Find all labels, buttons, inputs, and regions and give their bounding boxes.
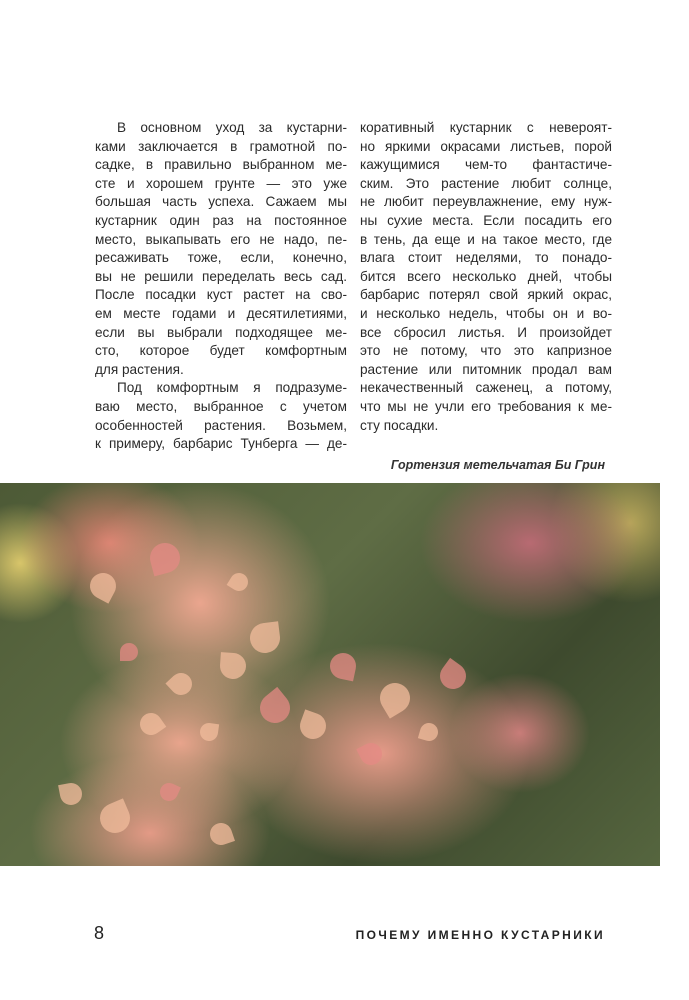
petal-shape	[248, 621, 281, 654]
petal-shape	[227, 570, 252, 595]
petal-shape	[58, 781, 84, 807]
text-line: садке, в правильно выбранном ме-	[95, 157, 347, 173]
petal-shape	[219, 652, 247, 680]
hydrangea-photo	[0, 483, 660, 866]
petal-shape	[296, 709, 329, 742]
petal-shape	[207, 820, 235, 848]
text-line: ками заключается в грамотной по-	[95, 138, 347, 154]
text-line: Под комфортным я подразуме-	[117, 380, 347, 396]
petal-shape	[120, 643, 138, 661]
text-line: место, выкапывать его не надо, пе-	[95, 231, 347, 247]
petal-shape	[328, 651, 359, 682]
photo-caption: Гортензия метельчатая Би Грин	[390, 458, 605, 472]
petal-shape	[147, 540, 184, 577]
text-line: для растения.	[95, 361, 184, 377]
text-line: ваю место, выбранное с учетом	[95, 398, 347, 414]
text-line: ским. Это растение любит солнце,	[360, 175, 612, 191]
text-line: вы не решили переделать весь сад.	[95, 268, 347, 284]
text-line: особенностей растения. Возьмем,	[95, 417, 347, 433]
text-column-left	[95, 119, 347, 454]
text-line: После посадки куст растет на сво-	[95, 287, 347, 303]
text-line: ем месте годами и десятилетиями,	[95, 305, 347, 321]
text-line: это не потому, что это капризное	[360, 343, 612, 359]
text-line: сто, которое будет комфортным	[95, 343, 347, 359]
text-line: некачественный саженец, а потому,	[360, 380, 612, 396]
text-line: кажущимися чем-то фантастиче-	[360, 157, 612, 173]
text-line: но яркими окрасами листьев, порой	[360, 138, 612, 154]
text-line: и несколько недель, чтобы он и во-	[360, 305, 612, 321]
text-line: бится всего несколько дней, чтобы	[360, 268, 612, 284]
text-line: ны сухие места. Если посадить его	[360, 212, 612, 228]
text-line: сту посадки.	[360, 417, 439, 433]
text-line: кустарник один раз на постоянное	[95, 212, 347, 228]
text-line: ресаживать тоже, если, конечно,	[95, 250, 347, 266]
petal-shape	[136, 709, 167, 740]
petal-shape	[85, 568, 120, 603]
petal-shape	[418, 721, 440, 743]
page-number: 8	[94, 923, 105, 943]
text-line: в тень, да еще и на такое место, где	[360, 231, 612, 247]
text-line: сте и хорошем грунте — это уже	[95, 175, 347, 191]
petal-shape	[157, 780, 181, 804]
text-line: к примеру, барбарис Тунберга — де-	[95, 436, 347, 452]
text-line: барбарис потерял свой яркий окрас,	[360, 287, 612, 303]
text-line: влага стоит неделями, то понадо-	[360, 250, 612, 266]
petal-shape	[165, 668, 196, 699]
text-line: В основном уход за кустарни-	[117, 120, 347, 135]
text-line: растение или питомник продал вам	[360, 361, 612, 377]
petal-shape	[254, 687, 296, 729]
petal-shape	[199, 722, 219, 742]
running-title: ПОЧЕМУ ИМЕННО КУСТАРНИКИ	[355, 928, 605, 942]
text-line: если вы выбрали подходящее ме-	[95, 324, 347, 340]
petal-shape	[356, 739, 386, 769]
text-line: коративный кустарник с невероят-	[360, 120, 612, 135]
text-line: все сбросил листья. И произойдет	[360, 324, 612, 340]
petal-shape	[435, 658, 471, 694]
text-line: большая часть успеха. Сажаем мы	[95, 194, 347, 210]
text-line: что мы не учли его требования к ме-	[360, 398, 612, 414]
petal-shape	[374, 677, 415, 718]
petal-shape	[95, 798, 134, 837]
text-line: не любит переувлажнение, ему нуж-	[360, 194, 612, 210]
text-column-right	[360, 119, 612, 435]
